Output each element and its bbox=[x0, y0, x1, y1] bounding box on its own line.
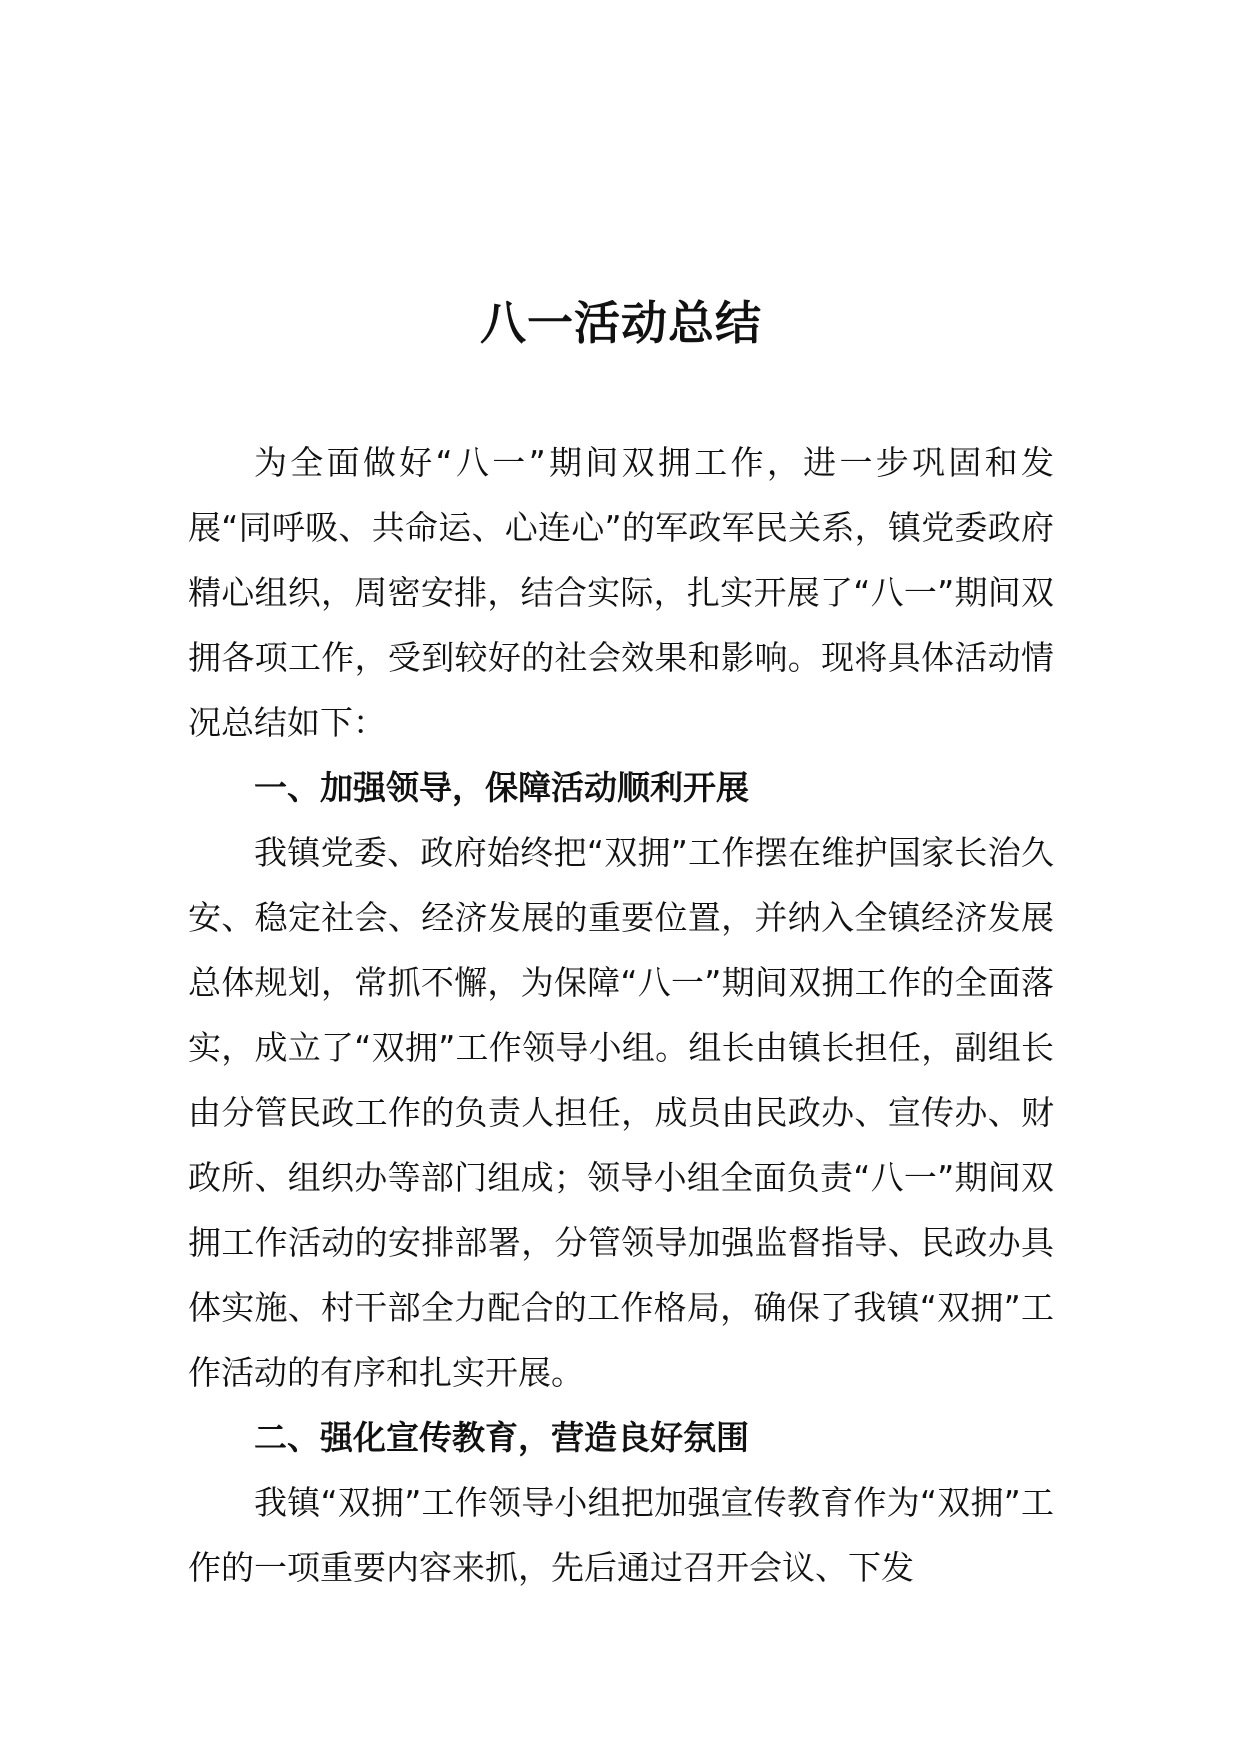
section-2-heading: 二、强化宣传教育，营造良好氛围 bbox=[254, 1418, 749, 1457]
document-body bbox=[188, 430, 1054, 1600]
section-2-paragraph: 我镇“双拥”工作领导小组把加强宣传教育作为“双拥”工作的一项重要内容来抓，先后通过召开会议、下发 bbox=[188, 1483, 1054, 1587]
section-1-heading: 一、加强领导，保障活动顺利开展 bbox=[254, 768, 749, 807]
intro-paragraph: 为全面做好“八一”期间双拥工作，进一步巩固和发展“同呼吸、共命运、心连心”的军政军民关系，镇党委政府精心组织，周密安排，结合实际，扎实开展了“八一”期间双拥各项工作，受到较好的社会效果和影响。现将具体活动情况总结如下： bbox=[188, 443, 1054, 742]
document-title: 八一活动总结 bbox=[480, 296, 762, 350]
section-1-paragraph: 我镇党委、政府始终把“双拥”工作摆在维护国家长治久安、稳定社会、经济发展的重要位置，并纳入全镇经济发展总体规划，常抓不懈，为保障“八一”期间双拥工作的全面落实，成立了“双拥”工作领导小组。组长由镇长担任，副组长由分管民政工作的负责人担任，成员由民政办、宣传办、财政所、组织办等部门组成；领导小组全面负责“八一”期间双拥工作活动的安排部署，分管领导加强监督指导、民政办具体实施、村干部全力配合的工作格局，确保了我镇“双拥”工作活动的有序和扎实开展。 bbox=[188, 833, 1054, 1392]
